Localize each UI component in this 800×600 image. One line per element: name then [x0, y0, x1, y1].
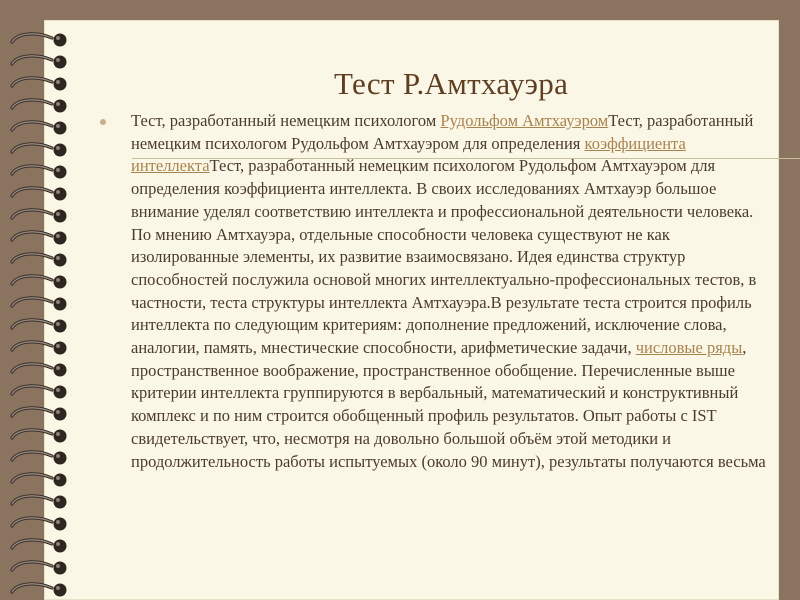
spiral-ring [8, 316, 68, 336]
spiral-ring [8, 580, 68, 600]
spiral-ring [8, 184, 68, 204]
body-paragraph [131, 110, 776, 473]
spiral-ring [8, 514, 68, 534]
spiral-ring [8, 74, 68, 94]
spiral-ring [8, 360, 68, 380]
spiral-ring [8, 558, 68, 578]
spiral-ring [8, 228, 68, 248]
spiral-ring [8, 52, 68, 72]
body-text-2: Тест, разработанный немецким психологом Рудольфом Амтхауэром для определения [131, 111, 754, 153]
spiral-ring [8, 162, 68, 182]
link-number-series[interactable]: числовые ряды [635, 338, 743, 358]
spiral-ring [8, 294, 68, 314]
spiral-ring [8, 536, 68, 556]
spiral-ring [8, 118, 68, 138]
spiral-ring [8, 272, 68, 292]
spiral-ring [8, 338, 68, 358]
body-text-1: Тест, разработанный немецким психологом [131, 111, 441, 130]
spiral-ring [8, 206, 68, 226]
spiral-ring [8, 470, 68, 490]
spiral-ring [8, 448, 68, 468]
slide-title: Тест Р.Амтхауэра [334, 66, 569, 101]
spiral-ring [8, 30, 68, 50]
link-amthauer[interactable]: Рудольфом Амтхауэром [440, 111, 609, 130]
body-text-3: Тест, разработанный немецким психологом Рудольфом Амтхауэром для определения коэффициента интеллекта. В своих исследованиях Амтхауэр большое внимание уделял соответствию интеллекта и профессиональной деятельности человека. По мнению Амтхауэра, отдельные способности человека существуют не как изолированные элементы, их развитие взаимосвязано. Идея единства структур способностей послужила основой многих интеллектуально-профессиональных тестов, в частности, теста структуры интеллекта Амтхауэра.В результате теста строится профиль интеллекта по следующим критериям: дополнение предложений, исключение слова, аналогии, память, мнестические способности, арифметические задачи, [131, 156, 757, 358]
spiral-ring [8, 492, 68, 512]
link-iq[interactable]: коэффициента интеллекта [131, 133, 686, 176]
spiral-ring [8, 140, 68, 160]
spiral-ring [8, 96, 68, 116]
spiral-ring [8, 250, 68, 270]
body-text-4: , пространственное воображение, пространственное обобщение. Перечисленные выше критерии интеллекта группируются в вербальный, математический и конструктивный комплекс и по ним строится обобщенный профиль результатов. Опыт работы с IST свидетельствует, что, несмотря на довольно большой объём этой методики и продолжительность работы испытуемых (около 90 минут), результаты получаются весьма [131, 338, 766, 471]
spiral-ring [8, 382, 68, 402]
spiral-ring [8, 404, 68, 424]
spiral-ring [8, 426, 68, 446]
bullet-icon [100, 119, 106, 125]
